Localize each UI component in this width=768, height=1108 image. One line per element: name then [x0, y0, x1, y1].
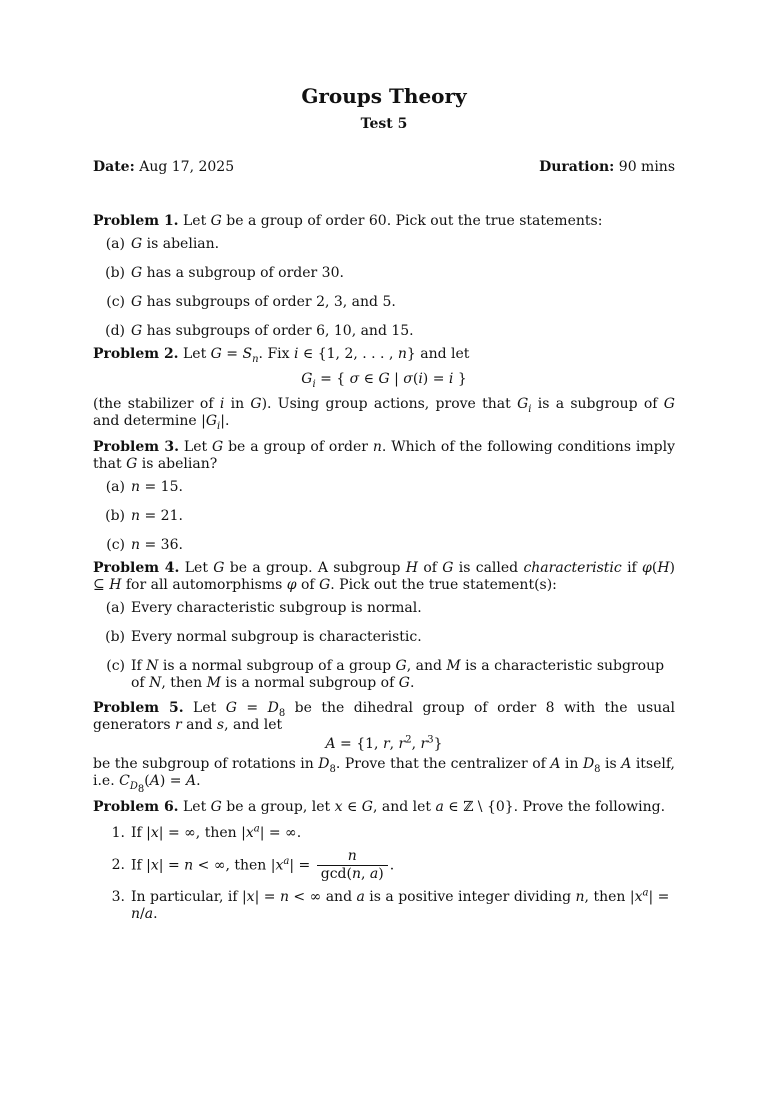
problem-6-parts	[93, 825, 675, 923]
problem-label: Problem 1.	[93, 213, 179, 229]
stabilizer-formula: $G_i$ = { σ ∈ G | σ(i) = i }	[301, 371, 467, 390]
list-item: (a) Every characteristic subgroup is normal.	[105, 600, 422, 616]
problem-5-body: be the subgroup of rotations in $D_8$. Prove that the centralizer of A in $D_8$ is A itself, i.e. $C_{D_8}(A) = A$.	[93, 756, 676, 795]
problem-2-body: (the stabilizer of i in G). Using group actions, prove that $G_i$ is a subgroup of G and determine $|G_i|$.	[93, 396, 675, 432]
list-item: (b) n = 21.	[105, 508, 183, 524]
problem-5: Problem 5. Let $G = D_8$ be the dihedral group of order 8 with the usual generators r and s, and let	[93, 700, 676, 733]
date-label: Date:	[93, 159, 135, 175]
rotation-subgroup-formula: A = {1, r, $r^2$, $r^3$}	[325, 734, 443, 752]
duration-value: 90 mins	[618, 159, 675, 175]
list-item: 2. If |x| = n < ∞, then $|x^a|$ = $\frac{n}{\gcd(n, a)}$ .	[111, 848, 395, 882]
date-info	[93, 159, 234, 176]
exam-page	[0, 84, 768, 1108]
problem-label: Problem 5.	[93, 700, 184, 716]
duration-label: Duration:	[539, 159, 615, 175]
problem-label: Problem 3.	[93, 439, 180, 455]
problem-1: Problem 1. Let G be a group of order 60. Pick out the true statements:	[93, 213, 603, 229]
list-item: (b) G has a subgroup of order 30.	[105, 265, 344, 281]
list-item: (b) Every normal subgroup is characteristic.	[105, 629, 422, 645]
problem-4-options	[93, 600, 675, 692]
problem-label: Problem 2.	[93, 346, 179, 362]
list-item: (c) If N is a normal subgroup of a group G, and M is a characteristic subgroup of N, then M is a normal subgroup of G.	[106, 658, 665, 691]
problem-6: Problem 6. Let G be a group, let x ∈ G, and let a ∈ ℤ \ {0}. Prove the following.	[93, 799, 666, 815]
list-item: 1. If |x| = ∞, then $|x^a|$ = ∞.	[111, 823, 302, 841]
problem-label: Problem 6.	[93, 799, 179, 815]
document-title: Groups Theory	[301, 84, 467, 108]
problem-4: Problem 4. Let G be a group. A subgroup H of G is called characteristic if φ(H) ⊆ H for all automorphisms φ of G. Pick out the true statement(s):	[93, 560, 676, 593]
date-value: Aug 17, 2025	[139, 159, 235, 175]
document-subtitle: Test 5	[360, 116, 408, 132]
problem-1-options	[93, 236, 675, 340]
list-item: 3. In particular, if |x| = n < ∞ and a is a positive integer dividing n, then $|x^a| = n/a$.	[111, 887, 670, 922]
problem-label: Problem 4.	[93, 560, 180, 576]
problem-3: Problem 3. Let G be a group of order n. Which of the following conditions imply that G is abelian?	[93, 439, 676, 472]
fraction: $\frac{n}{\gcd(n, a)}$	[317, 848, 388, 883]
list-item: (a) n = 15.	[105, 479, 183, 495]
list-item: (c) n = 36.	[106, 537, 183, 553]
problem-3-options	[93, 479, 675, 554]
list-item: (a) G is abelian.	[105, 236, 220, 252]
duration-info	[539, 159, 675, 176]
list-item: (d) G has subgroups of order 6, 10, and 15.	[105, 323, 414, 339]
problem-2: Problem 2. Let $G = S_n$. Fix i ∈ {1, 2, . . . , n} and let	[93, 346, 470, 365]
list-item: (c) G has subgroups of order 2, 3, and 5.	[106, 294, 396, 310]
meta-row	[93, 159, 675, 176]
